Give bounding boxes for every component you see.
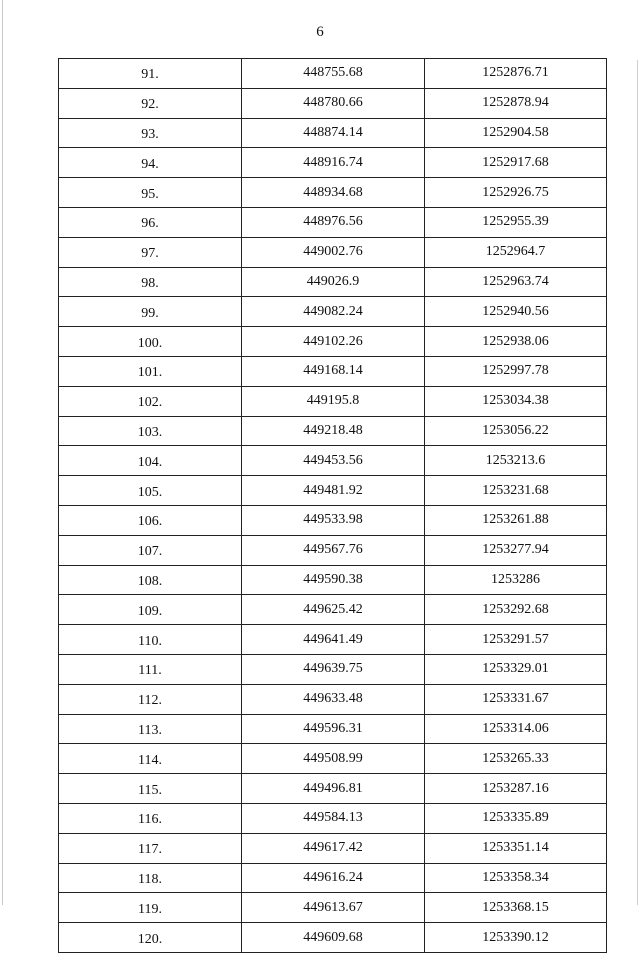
point-number-cell: 99. — [59, 297, 242, 327]
point-number-cell: 98. — [59, 267, 242, 297]
table-row — [59, 88, 607, 118]
point-number-cell: 94. — [59, 148, 242, 178]
y-coordinate-cell: 1253277.94 — [425, 535, 607, 565]
table-row — [59, 833, 607, 863]
table-row — [59, 714, 607, 744]
table-row — [59, 59, 607, 89]
point-number-cell: 106. — [59, 505, 242, 535]
x-coordinate-cell: 448780.66 — [242, 88, 425, 118]
y-coordinate-cell: 1252997.78 — [425, 356, 607, 386]
x-coordinate-cell: 449617.42 — [242, 833, 425, 863]
x-coordinate-cell: 449609.68 — [242, 923, 425, 953]
y-coordinate-cell: 1253291.57 — [425, 625, 607, 655]
point-number-cell: 93. — [59, 118, 242, 148]
x-coordinate-cell: 449633.48 — [242, 684, 425, 714]
x-coordinate-cell: 449168.14 — [242, 356, 425, 386]
y-coordinate-cell: 1253056.22 — [425, 416, 607, 446]
x-coordinate-cell: 448916.74 — [242, 148, 425, 178]
point-number-cell: 109. — [59, 595, 242, 625]
table-row — [59, 446, 607, 476]
table-row — [59, 565, 607, 595]
y-coordinate-cell: 1253368.15 — [425, 893, 607, 923]
table-row — [59, 923, 607, 953]
point-number-cell: 119. — [59, 893, 242, 923]
table-row — [59, 863, 607, 893]
point-number-cell: 104. — [59, 446, 242, 476]
scan-edge-left — [2, 0, 3, 905]
point-number-cell: 112. — [59, 684, 242, 714]
y-coordinate-cell: 1252940.56 — [425, 297, 607, 327]
table-row — [59, 356, 607, 386]
x-coordinate-cell: 448934.68 — [242, 178, 425, 208]
table-row — [59, 118, 607, 148]
table-row — [59, 505, 607, 535]
x-coordinate-cell: 449584.13 — [242, 803, 425, 833]
table-row — [59, 327, 607, 357]
x-coordinate-cell: 448755.68 — [242, 59, 425, 89]
point-number-cell: 101. — [59, 356, 242, 386]
point-number-cell: 116. — [59, 803, 242, 833]
y-coordinate-cell: 1253358.34 — [425, 863, 607, 893]
table-row — [59, 535, 607, 565]
y-coordinate-cell: 1252904.58 — [425, 118, 607, 148]
point-number-cell: 120. — [59, 923, 242, 953]
x-coordinate-cell: 449616.24 — [242, 863, 425, 893]
y-coordinate-cell: 1252955.39 — [425, 207, 607, 237]
y-coordinate-cell: 1253287.16 — [425, 774, 607, 804]
x-coordinate-cell: 449026.9 — [242, 267, 425, 297]
table-row — [59, 148, 607, 178]
x-coordinate-cell: 448976.56 — [242, 207, 425, 237]
y-coordinate-cell: 1252938.06 — [425, 327, 607, 357]
point-number-cell: 100. — [59, 327, 242, 357]
point-number-cell: 107. — [59, 535, 242, 565]
page-number: 6 — [316, 24, 324, 40]
x-coordinate-cell: 449481.92 — [242, 476, 425, 506]
table-row — [59, 207, 607, 237]
x-coordinate-cell: 449567.76 — [242, 535, 425, 565]
x-coordinate-cell: 449453.56 — [242, 446, 425, 476]
coordinates-table-body — [59, 59, 607, 953]
point-number-cell: 115. — [59, 774, 242, 804]
x-coordinate-cell: 449195.8 — [242, 386, 425, 416]
table-row — [59, 267, 607, 297]
x-coordinate-cell: 449496.81 — [242, 774, 425, 804]
point-number-cell: 97. — [59, 237, 242, 267]
x-coordinate-cell: 449218.48 — [242, 416, 425, 446]
y-coordinate-cell: 1253292.68 — [425, 595, 607, 625]
x-coordinate-cell: 449625.42 — [242, 595, 425, 625]
scan-edge-right — [637, 60, 638, 905]
y-coordinate-cell: 1252878.94 — [425, 88, 607, 118]
y-coordinate-cell: 1253034.38 — [425, 386, 607, 416]
y-coordinate-cell: 1253286 — [425, 565, 607, 595]
x-coordinate-cell: 449613.67 — [242, 893, 425, 923]
table-row — [59, 893, 607, 923]
y-coordinate-cell: 1253351.14 — [425, 833, 607, 863]
y-coordinate-cell: 1253390.12 — [425, 923, 607, 953]
table-row — [59, 178, 607, 208]
table-row — [59, 654, 607, 684]
table-row — [59, 625, 607, 655]
point-number-cell: 108. — [59, 565, 242, 595]
point-number-cell: 92. — [59, 88, 242, 118]
x-coordinate-cell: 448874.14 — [242, 118, 425, 148]
x-coordinate-cell: 449082.24 — [242, 297, 425, 327]
y-coordinate-cell: 1253261.88 — [425, 505, 607, 535]
table-row — [59, 774, 607, 804]
table-row — [59, 476, 607, 506]
table-row — [59, 237, 607, 267]
y-coordinate-cell: 1253335.89 — [425, 803, 607, 833]
y-coordinate-cell: 1252963.74 — [425, 267, 607, 297]
y-coordinate-cell: 1253331.67 — [425, 684, 607, 714]
point-number-cell: 111. — [59, 654, 242, 684]
point-number-cell: 113. — [59, 714, 242, 744]
point-number-cell: 118. — [59, 863, 242, 893]
point-number-cell: 105. — [59, 476, 242, 506]
y-coordinate-cell: 1253231.68 — [425, 476, 607, 506]
y-coordinate-cell: 1253329.01 — [425, 654, 607, 684]
point-number-cell: 110. — [59, 625, 242, 655]
point-number-cell: 103. — [59, 416, 242, 446]
table-row — [59, 803, 607, 833]
table-row — [59, 297, 607, 327]
y-coordinate-cell: 1253314.06 — [425, 714, 607, 744]
y-coordinate-cell: 1252917.68 — [425, 148, 607, 178]
point-number-cell: 102. — [59, 386, 242, 416]
x-coordinate-cell: 449002.76 — [242, 237, 425, 267]
point-number-cell: 117. — [59, 833, 242, 863]
table-row — [59, 416, 607, 446]
point-number-cell: 114. — [59, 744, 242, 774]
point-number-cell: 91. — [59, 59, 242, 89]
coordinates-table — [58, 58, 607, 953]
x-coordinate-cell: 449590.38 — [242, 565, 425, 595]
x-coordinate-cell: 449639.75 — [242, 654, 425, 684]
x-coordinate-cell: 449102.26 — [242, 327, 425, 357]
x-coordinate-cell: 449641.49 — [242, 625, 425, 655]
y-coordinate-cell: 1253265.33 — [425, 744, 607, 774]
table-row — [59, 386, 607, 416]
y-coordinate-cell: 1252926.75 — [425, 178, 607, 208]
table-row — [59, 684, 607, 714]
y-coordinate-cell: 1252876.71 — [425, 59, 607, 89]
point-number-cell: 96. — [59, 207, 242, 237]
table-row — [59, 744, 607, 774]
y-coordinate-cell: 1253213.6 — [425, 446, 607, 476]
x-coordinate-cell: 449533.98 — [242, 505, 425, 535]
x-coordinate-cell: 449508.99 — [242, 744, 425, 774]
x-coordinate-cell: 449596.31 — [242, 714, 425, 744]
y-coordinate-cell: 1252964.7 — [425, 237, 607, 267]
table-row — [59, 595, 607, 625]
point-number-cell: 95. — [59, 178, 242, 208]
